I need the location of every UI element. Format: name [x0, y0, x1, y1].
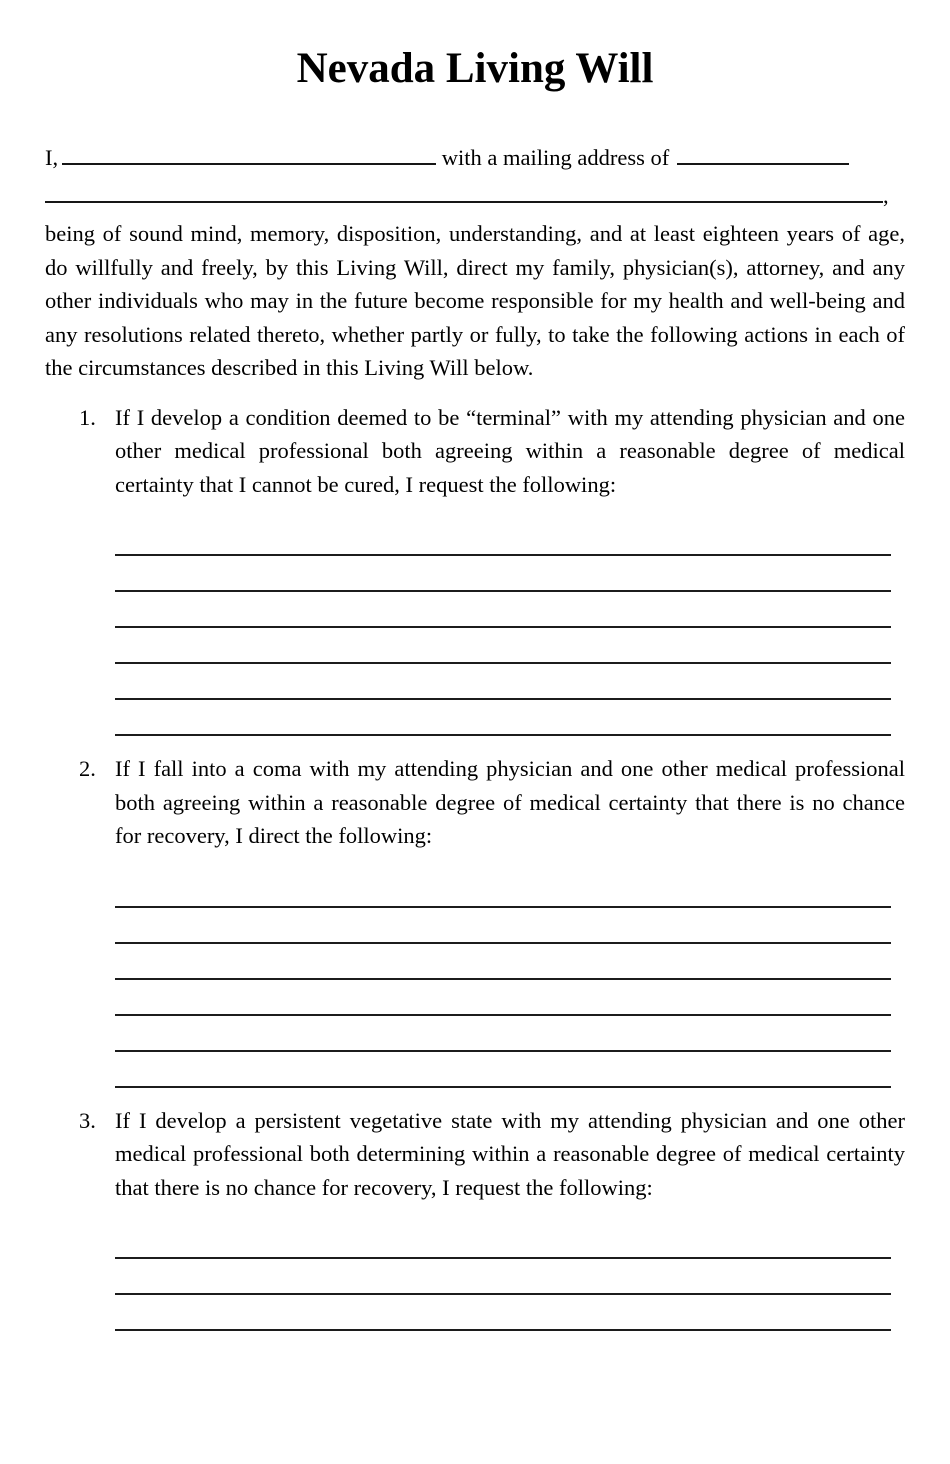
directive-item	[45, 752, 905, 1088]
response-line[interactable]	[115, 700, 891, 736]
directive-item-row	[45, 401, 905, 502]
item-number: 1.	[79, 404, 96, 430]
intro-line-1	[45, 139, 905, 177]
mailing-address-field-1[interactable]	[677, 141, 849, 166]
directive-item	[45, 1104, 905, 1332]
mailing-address-field-2[interactable]	[45, 179, 883, 204]
item-text: If I develop a condition deemed to be “terminal” with my attending physician and one other medical professional both agreeing within a reasonable degree of medical certainty that I cannot be cured, I request the following:	[115, 404, 905, 497]
response-line[interactable]	[115, 1016, 891, 1052]
response-line[interactable]	[115, 628, 891, 664]
item-number: 2.	[79, 756, 96, 782]
directive-list	[45, 401, 905, 1332]
response-line[interactable]	[115, 592, 891, 628]
response-line[interactable]	[115, 664, 891, 700]
directive-item	[45, 401, 905, 737]
intro-body: being of sound mind, memory, disposition, understanding, and at least eighteen years of age, do willfully and freely, by this Living Will, direct my family, physician(s), attorney, and any other individuals who may in the future become responsible for my health and well-being and any resolutions related thereto, whether partly or fully, to take the following actions in each of the circumstances described in this Living Will below.	[45, 221, 905, 381]
response-line[interactable]	[115, 980, 891, 1016]
intro-prefix: I,	[45, 145, 59, 171]
intro-comma: ,	[883, 183, 889, 209]
response-line[interactable]	[115, 872, 891, 908]
document-page	[0, 44, 950, 1464]
declarant-name-field[interactable]	[62, 141, 436, 166]
response-line[interactable]	[115, 1259, 891, 1295]
item-text: If I fall into a coma with my attending physician and one other medical professional both agreeing within a reasonable degree of medical certainty that there is no chance for recovery, I direct the following:	[115, 756, 905, 849]
response-line[interactable]	[115, 520, 891, 556]
item-text: If I develop a persistent vegetative state with my attending physician and one other medical professional both determining within a reasonable degree of medical certainty that there is no chance for recovery, I request the following:	[115, 1107, 905, 1200]
page-title: Nevada Living Will	[296, 45, 654, 92]
directive-item-row	[45, 752, 905, 853]
response-line[interactable]	[115, 944, 891, 980]
intro-line-2	[45, 177, 905, 215]
intro-middle: with a mailing address of	[441, 145, 670, 171]
item-number: 3.	[79, 1107, 96, 1133]
response-lines	[45, 1223, 905, 1331]
response-line[interactable]	[115, 1295, 891, 1331]
response-line[interactable]	[115, 908, 891, 944]
response-lines	[45, 872, 905, 1088]
response-lines	[45, 520, 905, 736]
response-line[interactable]	[115, 1052, 891, 1088]
response-line[interactable]	[115, 556, 891, 592]
directive-item-row	[45, 1104, 905, 1205]
response-line[interactable]	[115, 1223, 891, 1259]
